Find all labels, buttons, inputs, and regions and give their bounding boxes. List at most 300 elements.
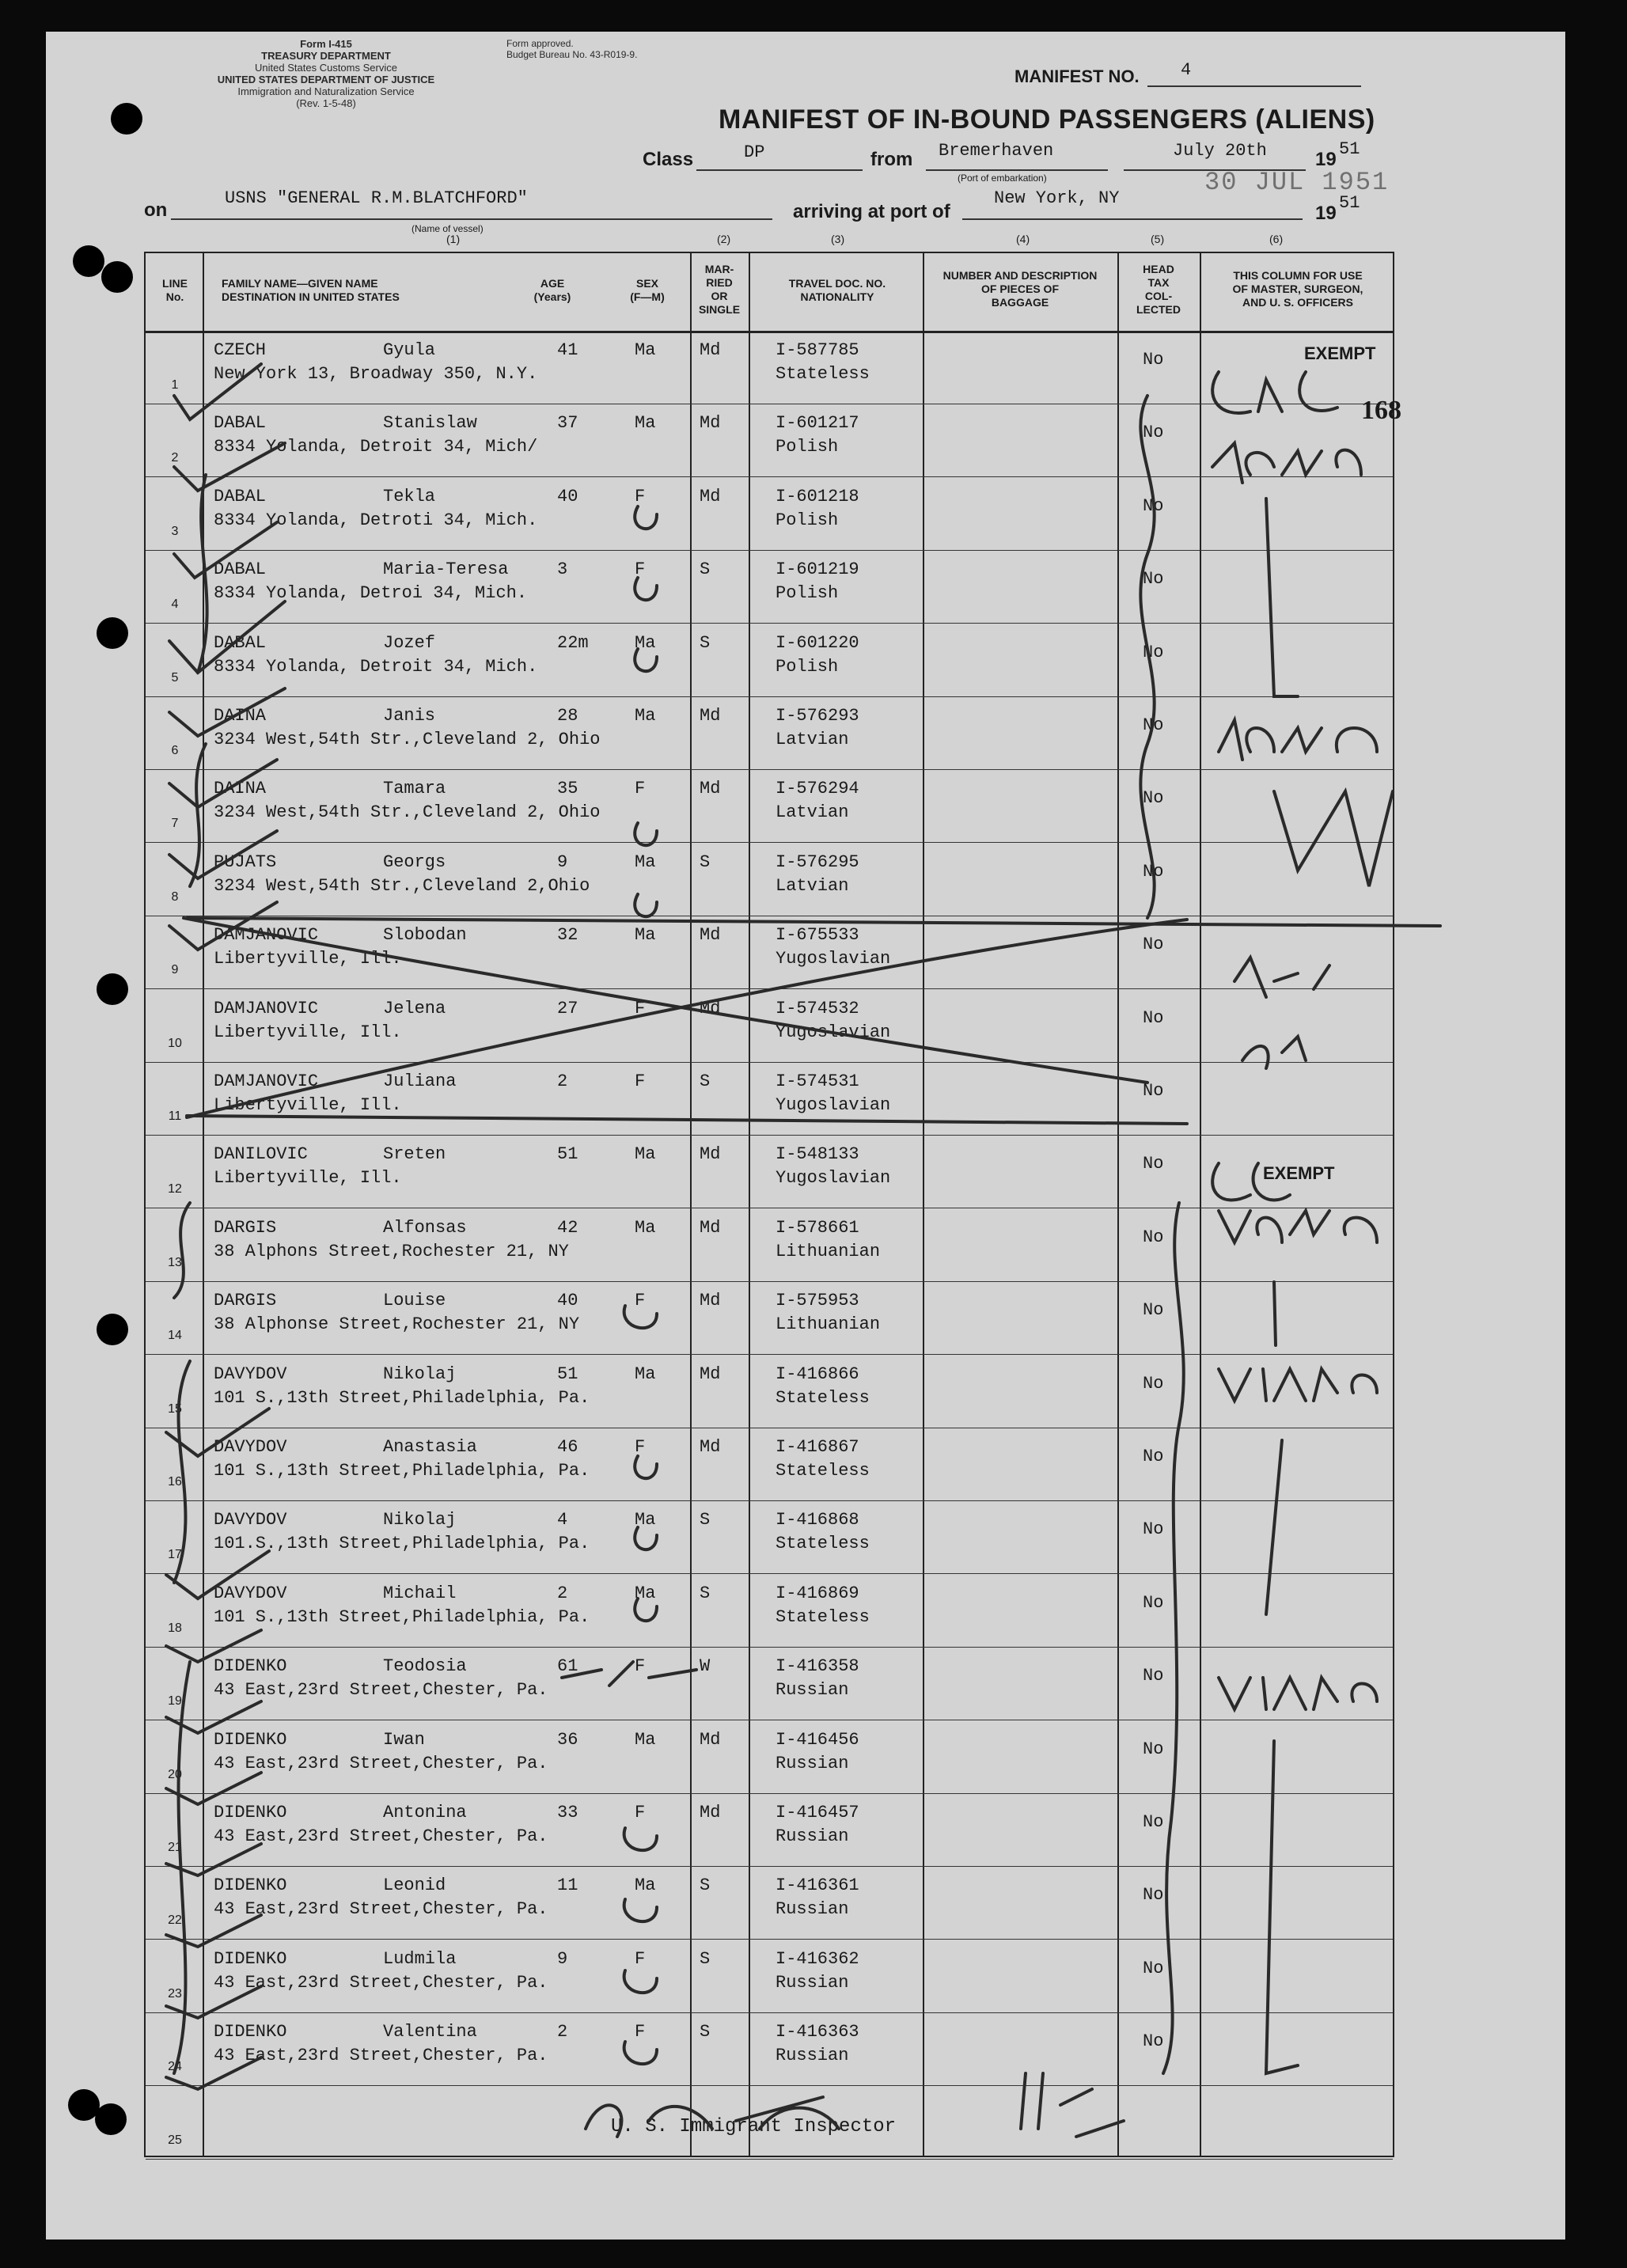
punch-hole — [95, 2103, 127, 2135]
year-suffix: 51 — [1339, 193, 1360, 213]
destination: 43 East,23rd Street,Chester, Pa. — [214, 1680, 548, 1701]
travel-doc-no: I-601220 — [776, 632, 859, 653]
punch-hole — [97, 973, 128, 1005]
nationality: Yugoslavian — [776, 1095, 891, 1115]
column-number: (3) — [831, 233, 845, 245]
underline — [171, 218, 772, 220]
head-tax: No — [1143, 715, 1164, 735]
embarkation-port: Bremerhaven — [939, 141, 1054, 161]
nationality: Yugoslavian — [776, 1022, 891, 1042]
family-name: PUJATS — [214, 851, 277, 872]
table-row — [146, 1281, 1393, 1355]
age: 51 — [557, 1144, 578, 1165]
treasury-dept: TREASURY DEPARTMENT — [261, 50, 391, 62]
punch-hole — [101, 261, 133, 293]
age: 9 — [557, 1948, 568, 1969]
destination: 101.S.,13th Street,Philadelphia, Pa. — [214, 1534, 590, 1554]
family-name: DAMJANOVIC — [214, 1071, 319, 1091]
family-name: DARGIS — [214, 1217, 277, 1238]
destination: Libertyville, Ill. — [214, 949, 402, 969]
sex: F — [635, 1071, 646, 1091]
manifest-no-value: 4 — [1181, 60, 1192, 80]
family-name: CZECH — [214, 340, 267, 360]
punch-hole — [97, 617, 128, 649]
head-tax: No — [1143, 1081, 1164, 1101]
immigration-service: Immigration and Naturalization Service — [237, 85, 415, 97]
marital-status: Md — [700, 1363, 721, 1384]
year-suffix: 51 — [1339, 139, 1360, 159]
head-tax: No — [1143, 1300, 1164, 1321]
marital-status: Md — [700, 925, 721, 946]
given-name: Juliana — [383, 1071, 457, 1091]
line-number: 14 — [168, 1329, 182, 1343]
marital-status: Md — [700, 998, 721, 1018]
age: 35 — [557, 779, 578, 799]
travel-doc-no: I-416866 — [776, 1363, 859, 1384]
given-name: Tekla — [383, 486, 436, 506]
head-tax: No — [1143, 569, 1164, 590]
given-name: Jelena — [383, 998, 446, 1018]
family-name: DAMJANOVIC — [214, 998, 319, 1018]
line-number: 22 — [168, 1913, 182, 1928]
sex: F — [635, 1948, 646, 1969]
nationality: Stateless — [776, 1534, 870, 1554]
line-number: 19 — [168, 1694, 182, 1709]
marital-status: S — [700, 1071, 711, 1091]
destination: 8334 Yolanda, Detroit 34, Mich/ — [214, 437, 538, 457]
head-tax: No — [1143, 1227, 1164, 1247]
sex: Ma — [635, 1875, 656, 1896]
nationality: Lithuanian — [776, 1241, 881, 1261]
given-name: Stanislaw — [383, 413, 477, 434]
given-name: Janis — [383, 706, 436, 726]
nationality: Russian — [776, 1972, 849, 1993]
marital-status: Md — [700, 1729, 721, 1750]
family-name: DANILOVIC — [214, 1144, 308, 1165]
head-tax: No — [1143, 423, 1164, 443]
head-tax: No — [1143, 1739, 1164, 1759]
sex: Ma — [635, 632, 656, 653]
line-number: 21 — [168, 1841, 182, 1854]
travel-doc-no: I-576295 — [776, 851, 859, 872]
family-name: DAVYDOV — [214, 1437, 287, 1457]
given-name: Georgs — [383, 851, 446, 872]
line-number: 10 — [168, 1036, 182, 1050]
destination: 43 East,23rd Street,Chester, Pa. — [214, 1972, 548, 1993]
given-name: Jozef — [383, 632, 436, 653]
form-agency-block — [144, 38, 508, 109]
travel-doc-no: I-574532 — [776, 998, 859, 1018]
justice-dept: UNITED STATES DEPARTMENT OF JUSTICE — [217, 74, 435, 85]
on-label: on — [144, 199, 168, 221]
destination: 43 East,23rd Street,Chester, Pa. — [214, 2046, 548, 2066]
year-prefix: 19 — [1315, 149, 1337, 170]
destination: Libertyville, Ill. — [214, 1095, 402, 1115]
class-label: Class — [643, 149, 694, 170]
head-tax: No — [1143, 1519, 1164, 1540]
form-number: Form I-415 — [300, 38, 352, 50]
nationality: Lithuanian — [776, 1314, 881, 1335]
nationality: Latvian — [776, 730, 849, 749]
destination: Libertyville, Ill. — [214, 1022, 402, 1042]
header-line-no: LINE No. — [162, 277, 188, 303]
age: 9 — [557, 851, 568, 872]
column-number: (5) — [1151, 233, 1165, 245]
inspector-title: U. S. Immigrant Inspector — [611, 2116, 897, 2137]
marital-status: Md — [700, 1144, 721, 1165]
table-row — [146, 550, 1393, 624]
age: 11 — [557, 1875, 578, 1896]
line-number: 8 — [171, 889, 179, 904]
sailing-date: July 20th — [1173, 141, 1267, 161]
destination: 43 East,23rd Street,Chester, Pa. — [214, 1753, 548, 1773]
customs-service: United States Customs Service — [255, 62, 397, 74]
line-number: 18 — [168, 1621, 182, 1635]
line-number: 6 — [171, 744, 179, 757]
marital-status: S — [700, 1510, 711, 1530]
head-tax: No — [1143, 1373, 1164, 1394]
age: 33 — [557, 1803, 578, 1822]
sex: F — [635, 559, 646, 580]
table-row — [146, 624, 1393, 697]
head-tax: No — [1143, 1666, 1164, 1686]
family-name: DIDENKO — [214, 1875, 287, 1896]
given-name: Anastasia — [383, 1437, 477, 1457]
travel-doc-no: I-416363 — [776, 2022, 859, 2042]
destination: 38 Alphonse Street,Rochester 21, NY — [214, 1314, 580, 1335]
destination: 3234 West,54th Str.,Cleveland 2, Ohio — [214, 802, 601, 823]
sex: F — [635, 1803, 646, 1822]
line-number: 11 — [168, 1109, 182, 1123]
family-name: DABAL — [214, 632, 267, 653]
travel-doc-no: I-416362 — [776, 1948, 859, 1969]
age: 36 — [557, 1729, 578, 1750]
travel-doc-no: I-675533 — [776, 925, 859, 946]
table-row — [146, 404, 1393, 477]
family-name: DAVYDOV — [214, 1510, 287, 1530]
table-row — [146, 1428, 1393, 1501]
underline — [962, 218, 1303, 220]
head-tax: No — [1143, 1447, 1164, 1466]
form-approval-block — [506, 38, 736, 60]
travel-doc-no: I-576294 — [776, 779, 859, 799]
head-tax: No — [1143, 1958, 1164, 1978]
marital-status: Md — [700, 1291, 721, 1311]
head-tax: No — [1143, 1812, 1164, 1832]
nationality: Russian — [776, 1680, 849, 1701]
family-name: DABAL — [214, 559, 267, 580]
age: 42 — [557, 1217, 578, 1238]
line-number: 24 — [168, 2060, 182, 2074]
header-head-tax: HEAD TAX COL- LECTED — [1136, 263, 1181, 316]
nationality: Russian — [776, 1826, 849, 1846]
sex: Ma — [635, 1363, 656, 1384]
punch-hole — [73, 245, 104, 277]
sex: F — [635, 486, 646, 506]
marital-status: S — [700, 2022, 711, 2042]
sex: F — [635, 1291, 646, 1311]
nationality: Stateless — [776, 1606, 870, 1627]
travel-doc-no: I-416457 — [776, 1803, 859, 1822]
sex: Ma — [635, 925, 656, 946]
table-row — [146, 1720, 1393, 1794]
marital-status: Md — [700, 413, 721, 434]
destination: 43 East,23rd Street,Chester, Pa. — [214, 1826, 548, 1846]
age: 40 — [557, 486, 578, 506]
given-name: Maria-Teresa — [383, 559, 509, 580]
destination: 101 S.,13th Street,Philadelphia, Pa. — [214, 1461, 590, 1481]
given-name: Teodosia — [383, 1656, 467, 1677]
head-tax: No — [1143, 1154, 1164, 1174]
family-name: DIDENKO — [214, 2022, 287, 2042]
table-row — [146, 331, 1393, 404]
travel-doc-no: I-416867 — [776, 1437, 859, 1457]
given-name: Slobodan — [383, 925, 467, 946]
header-sex: SEX (F—M) — [630, 277, 665, 303]
table-row — [146, 1647, 1393, 1720]
marital-status: S — [700, 632, 711, 653]
age: 40 — [557, 1291, 578, 1311]
travel-doc-no: I-416358 — [776, 1656, 859, 1677]
head-tax: No — [1143, 495, 1164, 516]
nationality: Russian — [776, 1899, 849, 1920]
sex: Ma — [635, 706, 656, 726]
class-value: DP — [744, 142, 765, 162]
nationality: Polish — [776, 437, 839, 457]
head-tax: No — [1143, 1007, 1164, 1028]
underline — [696, 169, 863, 171]
given-name: Leonid — [383, 1875, 446, 1896]
sex: Ma — [635, 1510, 656, 1530]
travel-doc-no: I-575953 — [776, 1291, 859, 1311]
line-number: 1 — [171, 378, 179, 392]
marital-status: S — [700, 1948, 711, 1969]
arriving-label: arriving at port of — [793, 201, 950, 222]
marital-status: Md — [700, 706, 721, 726]
head-tax: No — [1143, 935, 1164, 955]
marital-status: Md — [700, 779, 721, 799]
nationality: Latvian — [776, 875, 849, 896]
head-tax: No — [1143, 1592, 1164, 1613]
given-name: Iwan — [383, 1729, 425, 1750]
nationality: Yugoslavian — [776, 949, 891, 969]
line-number: 16 — [168, 1475, 182, 1489]
family-name: DABAL — [214, 486, 267, 506]
travel-doc-no: I-601217 — [776, 413, 859, 434]
given-name: Tamara — [383, 779, 446, 799]
given-name: Nikolaj — [383, 1510, 457, 1530]
sex: Ma — [635, 1729, 656, 1750]
line-number: 20 — [168, 1767, 182, 1781]
destination: 101 S.,13th Street,Philadelphia, Pa. — [214, 1606, 590, 1627]
travel-doc-no: I-576293 — [776, 706, 859, 726]
destination: 3234 West,54th Str.,Cleveland 2, Ohio — [214, 730, 601, 749]
age: 41 — [557, 340, 578, 360]
line-number: 5 — [171, 670, 179, 685]
line-number: 9 — [171, 963, 179, 977]
punch-hole — [111, 103, 142, 135]
marital-status: W — [700, 1656, 711, 1677]
head-tax: No — [1143, 788, 1164, 809]
nationality: Russian — [776, 1753, 849, 1773]
table-row — [146, 989, 1393, 1063]
table-row — [146, 769, 1393, 843]
budget-bureau-text: Budget Bureau No. 43-R019-9. — [506, 49, 638, 60]
table-row — [146, 1355, 1393, 1428]
given-name: Ludmila — [383, 1948, 457, 1969]
family-name: DIDENKO — [214, 1948, 287, 1969]
destination: 101 S.,13th Street,Philadelphia, Pa. — [214, 1387, 590, 1408]
table-row — [146, 1574, 1393, 1648]
port-embarkation-note: (Port of embarkation) — [958, 173, 1047, 184]
age: 46 — [557, 1437, 578, 1457]
table-row — [146, 2012, 1393, 2086]
marital-status: Md — [700, 1437, 721, 1457]
destination: 3234 West,54th Str.,Cleveland 2,Ohio — [214, 875, 590, 896]
travel-doc-no: I-416869 — [776, 1583, 859, 1603]
head-tax: No — [1143, 642, 1164, 662]
exempt-stamp: EXEMPT — [1263, 1163, 1335, 1183]
age: 51 — [557, 1363, 578, 1384]
table-row — [146, 843, 1393, 916]
destination: 8334 Yolanda, Detroi 34, Mich. — [214, 583, 528, 604]
header-officers: THIS COLUMN FOR USE OF MASTER, SURGEON, AND U. S. OFFICERS — [1232, 269, 1363, 309]
table-row — [146, 1866, 1393, 1940]
table-row — [146, 1793, 1393, 1867]
nationality: Polish — [776, 510, 839, 530]
family-name: DIDENKO — [214, 1656, 287, 1677]
nationality: Stateless — [776, 364, 870, 384]
header-married: MAR- RIED OR SINGLE — [698, 263, 741, 316]
nationality: Latvian — [776, 802, 849, 823]
marital-status: S — [700, 1875, 711, 1896]
line-number: 23 — [168, 1986, 182, 2001]
head-tax: No — [1143, 350, 1164, 370]
sex: F — [635, 1656, 646, 1677]
page-number: 168 — [1361, 396, 1401, 425]
sex: F — [635, 998, 646, 1018]
family-name: DAINA — [214, 779, 267, 799]
line-number: 12 — [168, 1182, 182, 1197]
table-row — [146, 916, 1393, 989]
marital-status: Md — [700, 340, 721, 360]
header-baggage: NUMBER AND DESCRIPTION OF PIECES OF BAGGAGE — [942, 269, 1098, 309]
travel-doc-no: I-416361 — [776, 1875, 859, 1896]
column-number: (1) — [446, 233, 461, 245]
nationality: Yugoslavian — [776, 1168, 891, 1189]
family-name: DIDENKO — [214, 1803, 287, 1822]
travel-doc-no: I-416868 — [776, 1510, 859, 1530]
given-name: Nikolaj — [383, 1363, 457, 1384]
destination: Libertyville, Ill. — [214, 1168, 402, 1189]
punch-hole — [97, 1314, 128, 1345]
family-name: DAVYDOV — [214, 1363, 287, 1384]
sex: F — [635, 1437, 646, 1457]
marital-status: S — [700, 851, 711, 872]
family-name: DABAL — [214, 413, 267, 434]
form-revision: (Rev. 1-5-48) — [296, 97, 356, 109]
age: 2 — [557, 1583, 568, 1603]
given-name: Alfonsas — [383, 1217, 467, 1238]
family-name: DAMJANOVIC — [214, 925, 319, 946]
family-name: DAVYDOV — [214, 1583, 287, 1603]
family-name: DARGIS — [214, 1291, 277, 1311]
age: 2 — [557, 1071, 568, 1091]
head-tax: No — [1143, 1885, 1164, 1906]
arrival-port: New York, NY — [994, 188, 1120, 208]
sex: Ma — [635, 1583, 656, 1603]
head-tax: No — [1143, 2031, 1164, 2052]
nationality: Polish — [776, 656, 839, 677]
line-number: 25 — [168, 2133, 182, 2147]
nationality: Stateless — [776, 1461, 870, 1481]
year-prefix: 19 — [1315, 203, 1337, 224]
age: 27 — [557, 998, 578, 1018]
marital-status: S — [700, 1583, 711, 1603]
travel-doc-no: I-587785 — [776, 340, 859, 360]
given-name: Antonina — [383, 1803, 467, 1822]
age: 32 — [557, 925, 578, 946]
head-tax: No — [1143, 861, 1164, 882]
travel-doc-no: I-416456 — [776, 1729, 859, 1750]
destination: 43 East,23rd Street,Chester, Pa. — [214, 1899, 548, 1920]
table-row — [146, 1208, 1393, 1282]
form-approved-text: Form approved. — [506, 38, 574, 49]
column-number: (6) — [1269, 233, 1284, 245]
table-row — [146, 696, 1393, 770]
destination: 8334 Yolanda, Detroit 34, Mich. — [214, 656, 538, 677]
column-number: (2) — [717, 233, 731, 245]
exempt-stamp: EXEMPT — [1304, 343, 1376, 363]
nationality: Russian — [776, 2046, 849, 2066]
nationality: Polish — [776, 583, 839, 604]
manifest-title: MANIFEST OF IN-BOUND PASSENGERS (ALIENS) — [719, 104, 1375, 135]
age: 22m — [557, 632, 589, 653]
line-number: 13 — [168, 1255, 182, 1269]
sex: Ma — [635, 1144, 656, 1165]
destination: New York 13, Broadway 350, N.Y. — [214, 364, 538, 384]
age: 37 — [557, 413, 578, 434]
table-row — [146, 1135, 1393, 1208]
line-number: 3 — [171, 524, 179, 538]
travel-doc-no: I-601219 — [776, 559, 859, 580]
line-number: 2 — [171, 451, 179, 465]
underline — [1147, 85, 1361, 87]
vessel-name: USNS "GENERAL R.M.BLATCHFORD" — [225, 188, 528, 208]
given-name: Michail — [383, 1583, 457, 1603]
line-number: 7 — [171, 817, 179, 831]
age: 2 — [557, 2022, 568, 2042]
sex: Ma — [635, 413, 656, 434]
age: 61 — [557, 1656, 578, 1677]
travel-doc-no: I-548133 — [776, 1144, 859, 1165]
vessel-name-note: (Name of vessel) — [411, 223, 484, 234]
from-label: from — [870, 149, 913, 170]
age: 28 — [557, 706, 578, 726]
family-name: DIDENKO — [214, 1729, 287, 1750]
table-row — [146, 477, 1393, 551]
arrival-date-stamp: 30 JUL 1951 — [1204, 168, 1390, 197]
line-number: 4 — [171, 597, 179, 612]
destination: 38 Alphons Street,Rochester 21, NY — [214, 1241, 569, 1261]
header-name-destination: FAMILY NAME—GIVEN NAME DESTINATION IN UNITED STATES — [222, 277, 400, 303]
line-number: 15 — [168, 1401, 182, 1416]
marital-status: S — [700, 559, 711, 580]
travel-doc-no: I-601218 — [776, 486, 859, 506]
nationality: Stateless — [776, 1387, 870, 1408]
table-row — [146, 1940, 1393, 2013]
sex: Ma — [635, 1217, 656, 1238]
